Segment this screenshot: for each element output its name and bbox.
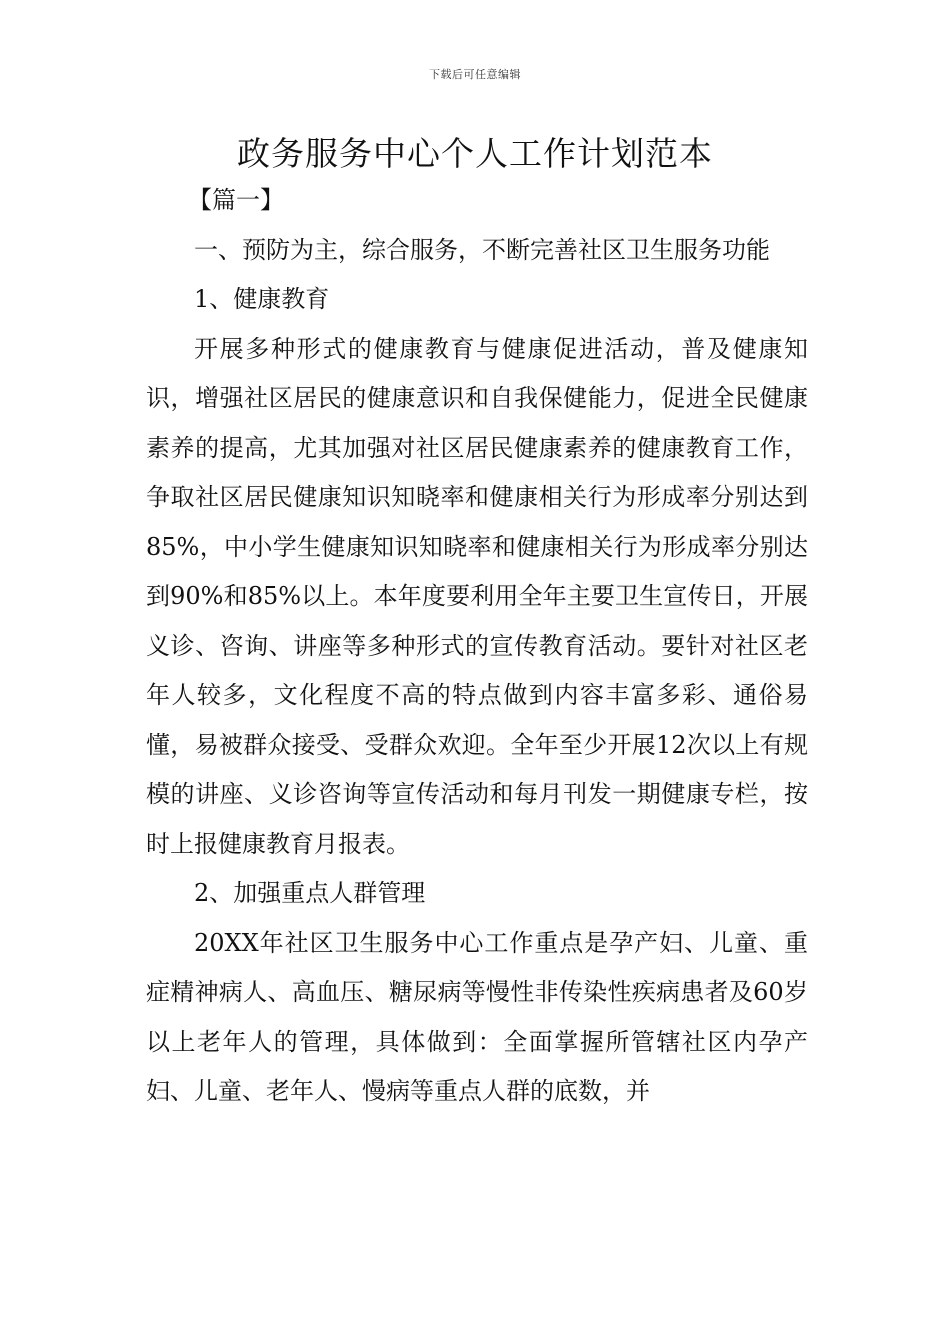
document-body bbox=[146, 176, 808, 1117]
subheading-health-education: 1、健康教育 bbox=[194, 285, 330, 313]
document-title: 政务服务中心个人工作计划范本 bbox=[237, 134, 713, 173]
paragraph-key-groups: 20XX年社区卫生服务中心工作重点是孕产妇、儿童、重症精神病人、高血压、糖尿病等慢性非传染性疾病患者及60岁以上老年人的管理，具体做到：全面掌握所管辖社区内孕产妇、儿童、老年人、慢病等重点人群的底数，并 bbox=[146, 928, 808, 1105]
subheading-key-groups: 2、加强重点人群管理 bbox=[194, 879, 426, 907]
section-label: 【篇一】 bbox=[188, 186, 284, 214]
heading-prevention: 一、预防为主，综合服务，不断完善社区卫生服务功能 bbox=[194, 235, 770, 264]
header-note: 下载后可任意编辑 bbox=[429, 68, 521, 81]
paragraph-health-education: 开展多种形式的健康教育与健康促进活动，普及健康知识，增强社区居民的健康意识和自我保健能力，促进全民健康素养的提高，尤其加强对社区居民健康素养的健康教育工作，争取社区居民健康知识知晓率和健康相关行为形成率分别达到85%，中小学生健康知识知晓率和健康相关行为形成率分别达到90%和85%以上。本年度要利用全年主要卫生宣传日，开展义诊、咨询、讲座等多种形式的宣传教育活动。要针对社区老年人较多，文化程度不高的特点做到内容丰富多彩、通俗易懂，易被群众接受、受群众欢迎。全年至少开展12次以上有规模的讲座、义诊咨询等宣传活动和每月刊发一期健康专栏，按时上报健康教育月报表。 bbox=[146, 334, 808, 858]
